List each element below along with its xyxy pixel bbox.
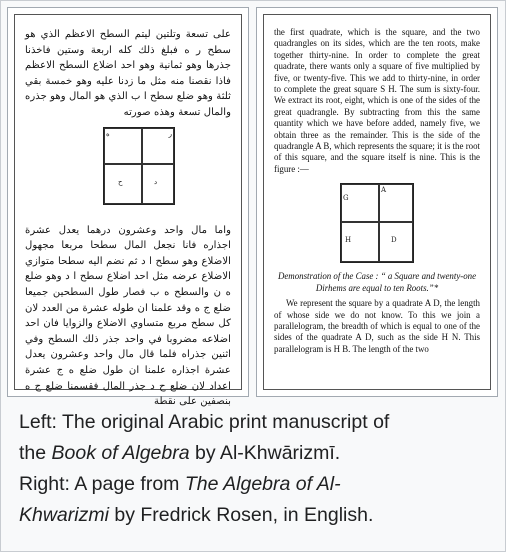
caption-text: the: [19, 442, 52, 464]
arabic-manuscript-image[interactable]: [7, 7, 249, 408]
caption-title-link: The Algebra of Al-: [184, 473, 341, 495]
figure-label: ح: [118, 177, 123, 186]
english-text-bottom: We represent the square by a quadrate A D, the length of whose side we do not know. To this we join a parallelogram, the breadth of which is equal to one of the sides of the quadrate A D, such as the side H N. This parallelogram is H B. The length of the two: [274, 298, 480, 354]
figure-label: H: [345, 236, 352, 245]
figure-label: د: [154, 177, 158, 186]
caption-line-1: Left: The original Arabic print manuscript of: [19, 411, 390, 433]
arabic-text-bottom: واما مال واحد وعشرون درهما يعدل عشرة اجذاره فانا نجعل المال سطحا مربعا مجهول الاضلاع وهو سطح ا د ثم نضم اليه سطحا متوازي الاضلاع عرضه مثل احد اضلاع سطح ا د وهو ضلع ه ن والسطح ه ب فصار طول السطحين جميعا ضلع ج ه وقد علمنا ان طوله عشرة من العدد لان كل سطح مربع متساوي الاضلاع والزوايا فان احد اضلاعه مضروبا في واحد جذر ذلك السطح وفي اثنين جذراه فلما قال مال واحد وعشرون يعدل عشرة اجذاره علمنا ان طول ضلع ه ج عشرة اعداد لان ضلع ح د جذر المال فقسمنا ضلع ج ه بنصفين على نقطة: [25, 224, 231, 408]
figure-label: ر: [168, 129, 172, 138]
caption-text: by Fredrick Rosen, in English.: [108, 504, 374, 526]
caption-text: by Al-Khwārizmī.: [189, 442, 341, 464]
english-text-top: the first quadrate, which is the square, and the two quadrangles on its sides, which are the ten roots, make together thirty-nine. In order to complete the great quadrate, there wants only a square of five multiplied by five, or twenty-five. This we add to thirty-nine, in order to complete the great square S H. The sum is sixty-four. We extract its root, eight, which is one of the sides of the great quadrangle. By subtracting from this the same quantity which we have before added, namely five, we obtain three as the remainder. This is the side of the quadrangle A B, which represents the square; it is the root of this square, and the square itself is nine. This is the figure :—: [274, 27, 480, 174]
caption-title-link: Book of Algebra: [51, 442, 190, 464]
page-border: [14, 14, 242, 408]
figure-label: A: [381, 186, 387, 195]
figure-label: D: [391, 236, 397, 245]
english-figure: [340, 183, 414, 263]
caption-text: Right: A page from: [19, 473, 185, 495]
page-border: [263, 14, 491, 390]
arabic-figure: [103, 127, 175, 205]
image-pair: [7, 7, 499, 408]
arabic-text-top: على تسعة وتلتين ليتم السطح الاعظم الذي هو سطح ر ه فبلغ ذلك كله اربعة وستين فاخذنا جذرها وهو ثمانية وهو احد اضلاع السطح الاعظم فاذا نقصنا منه مثل ما زدنا عليه وهو خمسة بقي ثلثة وهو ضلع سطح ا ب الذي هو المال وهو جذره والمال تسعة وهذه صورته: [25, 29, 231, 118]
figure-label: ه: [106, 129, 110, 138]
demonstration-heading: Demonstration of the Case : “ a Square and twenty-one Dirhems are equal to ten Roots.”*: [277, 271, 477, 293]
english-translation-image[interactable]: [256, 7, 498, 397]
figure-label: G: [343, 194, 349, 203]
image-caption: [19, 407, 489, 531]
caption-title-link: Khwarizmi: [19, 504, 109, 526]
